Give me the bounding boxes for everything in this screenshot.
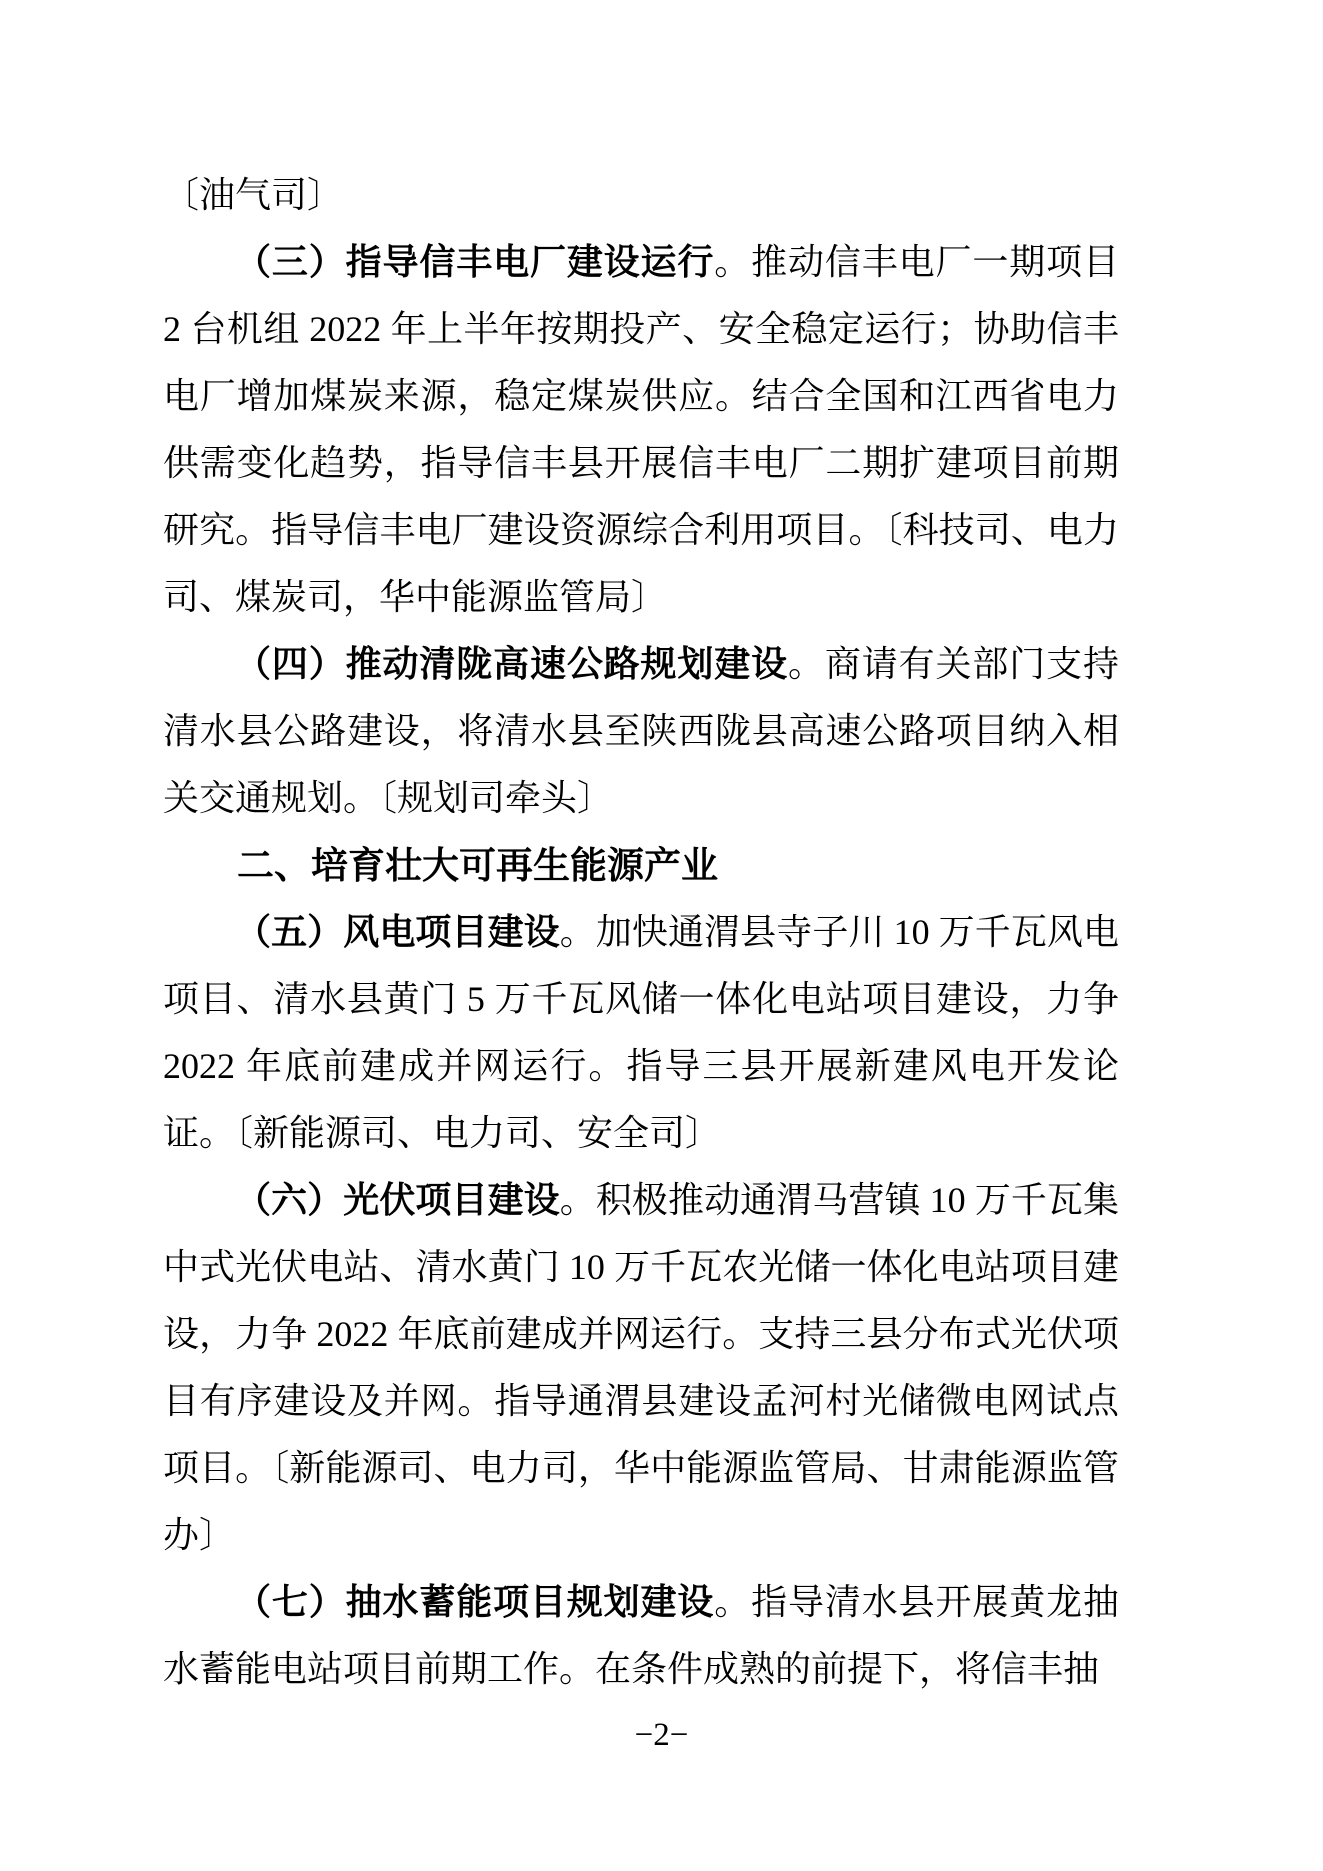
- section-heading-2: 二、培育壮大可再生能源产业: [237, 845, 718, 886]
- item-6-title: （六）光伏项目建设: [235, 1180, 560, 1220]
- paragraph-item-7: [163, 1569, 1119, 1703]
- item-5-title: （五）风电项目建设: [235, 912, 560, 952]
- paragraph-dept-ref: [163, 162, 1119, 229]
- document-body: [163, 162, 1119, 1703]
- paragraph-item-5: [163, 899, 1119, 1167]
- item-3-title: （三）指导信丰电厂建设运行: [235, 242, 715, 282]
- paragraph-item-6: [163, 1167, 1119, 1569]
- paragraph-item-3: [163, 229, 1119, 631]
- item-4-body: 。商请有关部门支持清水县公路建设，将清水县至陕西陇县高速公路项目纳入相关交通规划。〔规划司牵头〕: [163, 644, 1119, 818]
- item-7-body: 。指导清水县开展黄龙抽水蓄能电站项目前期工作。在条件成熟的前提下，将信丰抽: [163, 1582, 1119, 1689]
- item-7-title: （七）抽水蓄能项目规划建设: [235, 1582, 715, 1622]
- paragraph-item-4: [163, 631, 1119, 832]
- item-5-body: 。加快通渭县寺子川 10 万千瓦风电项目、清水县黄门 5 万千瓦风储一体化电站项目建设，力争 2022 年底前建成并网运行。指导三县开展新建风电开发论证。〔新能源司、电力司、安全司〕: [163, 912, 1119, 1153]
- item-6-body: 。积极推动通渭马营镇 10 万千瓦集中式光伏电站、清水黄门 10 万千瓦农光储一体化电站项目建设，力争 2022 年底前建成并网运行。支持三县分布式光伏项目有序建设及并网。指导通渭县建设孟河村光储微电网试点项目。〔新能源司、电力司，华中能源监管局、甘肃能源监管办〕: [163, 1180, 1119, 1555]
- item-4-title: （四）推动清陇高速公路规划建设: [235, 644, 789, 684]
- page-number: −2−: [634, 1717, 689, 1753]
- item-3-body: 。推动信丰电厂一期项目 2 台机组 2022 年上半年按期投产、安全稳定运行；协助信丰电厂增加煤炭来源，稳定煤炭供应。结合全国和江西省电力供需变化趋势，指导信丰县开展信丰电厂二期扩建项目前期研究。指导信丰电厂建设资源综合利用项目。〔科技司、电力司、煤炭司，华中能源监管局〕: [163, 242, 1119, 617]
- dept-ref-text: 〔油气司〕: [163, 175, 344, 215]
